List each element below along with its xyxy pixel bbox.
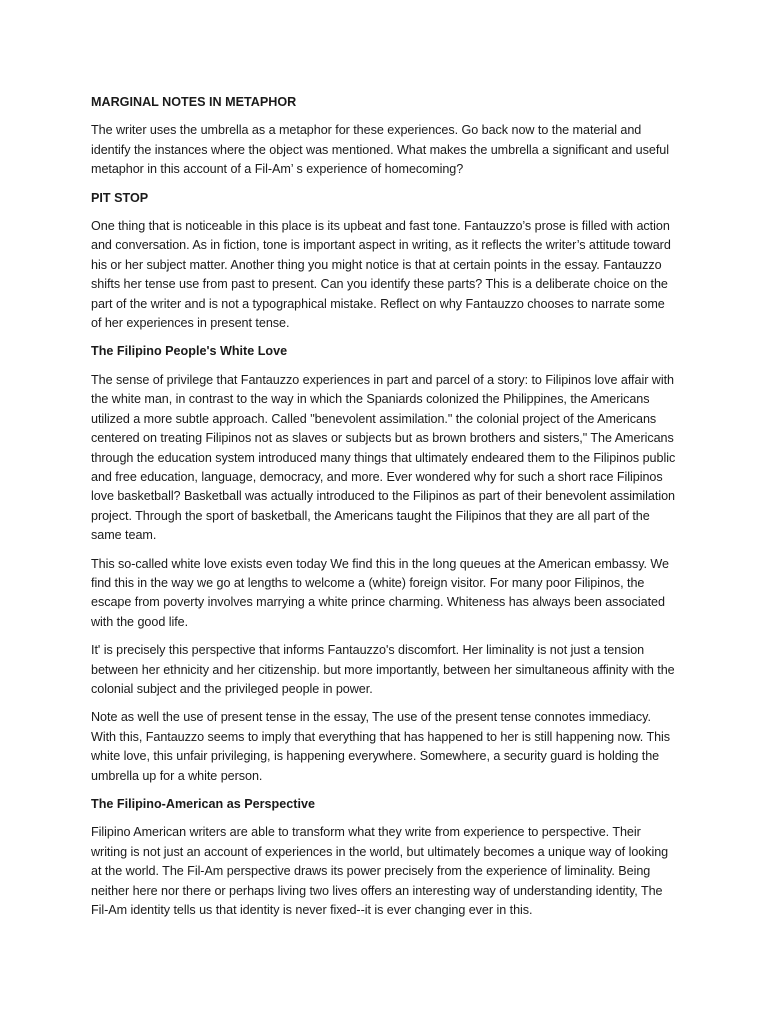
section-heading-white-love: The Filipino People's White Love (91, 344, 288, 359)
paragraph-liminality: It' is precisely this perspective that informs Fantauzzo's discomfort. Her liminality is not just a tension between her ethnicity and her citizenship. but more importantly, between her simultaneous affinity with the colonial subject and the privileged people in power. (91, 643, 675, 696)
paragraph-white-love-today: This so-called white love exists even today We find this in the long queues at the American embassy. We find this in the way we go at lengths to welcome a (white) foreign visitor. For many poor Filipinos, the escape from poverty involves marrying a white prince charming. Whiteness has always been associated with the good life. (91, 556, 669, 629)
paragraph-perspective: Filipino American writers are able to transform what they write from experience to perspective. Their writing is not just an account of experiences in the world, but ultimately becomes a unique way of looking at the world. The Fil-Am perspective draws its power precisely from the experience of liminality. Being neither here nor there or perhaps living two lives offers an interesting way of understanding identity, The Fil-Am identity tells us that identity is never fixed--it is ever changing ever in this. (91, 825, 669, 918)
section-heading-fil-am-perspective: The Filipino-American as Perspective (91, 797, 315, 811)
paragraph-tone: One thing that is noticeable in this place is its upbeat and fast tone. Fantauzzo’s prose is filled with action and conversation. As in fiction, tone is important aspect in writing, as it reflects the writer’s attitude toward his or her subject matter. Another thing you might notice is that at certain points in the essay. Fantauzzo shifts her tense use from past to present. Can you identify these parts? This is a deliberate choice on the part of the writer and is not a typographical mistake. Reflect on why Fantauzzo chooses to narrate some of her experiences in present tense. (91, 219, 671, 331)
paragraph-umbrella-metaphor: The writer uses the umbrella as a metaphor for these experiences. Go back now to the material and identify the instances where the object was mentioned. What makes the umbrella a significant and useful metaphor in this account of a Fil-Am’ s experience of homecoming? (91, 123, 669, 177)
paragraph-present-tense: Note as well the use of present tense in the essay, The use of the present tense connotes immediacy. With this, Fantauzzo seems to imply that everything that has happened to her is still happening now. This white love, this unfair privileging, is happening everywhere. Somewhere, a security guard is holding the umbrella up for a white person. (91, 710, 671, 783)
section-heading-pit-stop: PIT STOP (91, 190, 149, 205)
paragraph-privilege: The sense of privilege that Fantauzzo experiences in part and parcel of a story: to Filipinos love affair with the white man, in contrast to the way in which the Spaniards colonized the Philippines, the Americans utilized a more subtle approach. Called "benevolent assimilation." the colonial project of the Americans centered on treating Filipinos not as slaves or subjects but as brown brothers and sisters," The Americans through the education system introduced many things that ultimately endeared them to the Filipinos public and free education, language, democracy, and more. Ever wondered why for such a short race Filipinos love basketball? Basketball was actually introduced to the Filipinos as part of their benevolent assimilation project. Through the sport of basketball, the Americans taught the Filipinos that they are all part of the same team. (91, 372, 676, 543)
section-heading-marginal-notes: MARGINAL NOTES IN METAPHOR (91, 95, 297, 109)
